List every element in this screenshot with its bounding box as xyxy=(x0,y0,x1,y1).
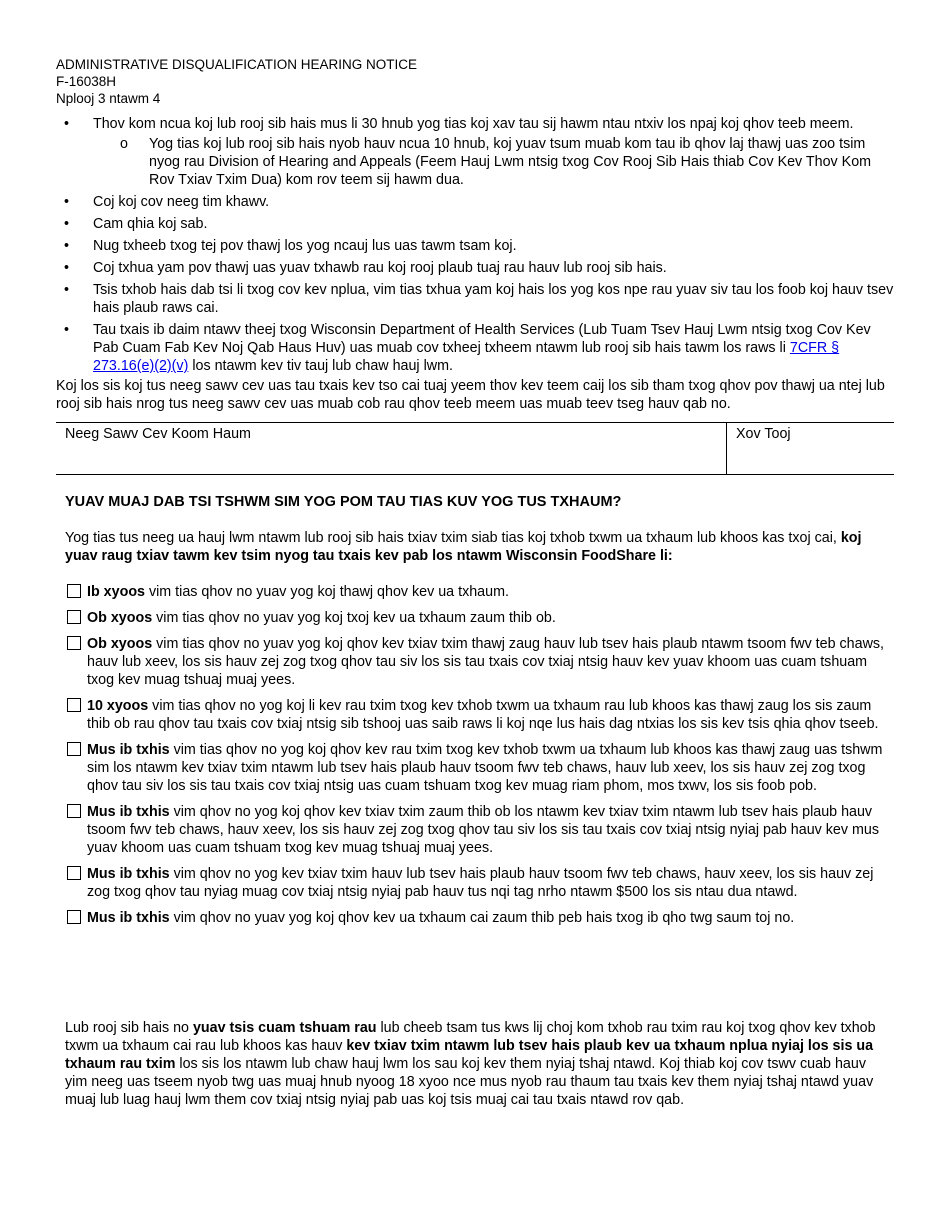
list-item xyxy=(56,321,896,375)
cfr-regulation-link[interactable]: 7CFR § 273.16(e)(2)(v) xyxy=(93,340,840,374)
penalty-text: vim qhov no yuav yog koj qhov kev ua txhaum cai zaum thib peb hais txog ib qho twg saum toj no. xyxy=(169,910,795,926)
penalty-duration: Ib xyoos xyxy=(87,584,145,600)
list-item-text: Tsis txhob hais dab tsi li txog cov kev nplua, vim tias txhua yam koj hais los yog kos npe rau yuav siv tau los foob koj hauv tsev hais plaub raws cai. xyxy=(93,282,894,316)
pre-hearing-paragraph: Koj los sis koj tus neeg sawv cev uas tau txais kev tso cai tuaj yeem thov kev teem caij los sib tham txog qhov pov thawj ua ntej lub rooj sib hais nrog tus neeg sawv cev uas muab cob rau qhov teeb meem uas muab teev tseg hauv qab no. xyxy=(56,378,885,412)
penalty-option xyxy=(65,741,885,795)
phone-label: Xov Tooj xyxy=(736,426,791,442)
penalty-option xyxy=(65,865,885,901)
list-item-text: Thov kom ncua koj lub rooj sib hais mus li 30 hnub yog tias koj xav tau sij hawm ntau ntxiv los npaj koj qhov teeb meem. xyxy=(93,116,854,132)
list-item-text: Cam qhia koj sab. xyxy=(93,216,208,232)
list-item xyxy=(56,259,896,277)
penalty-duration: Mus ib txhis xyxy=(87,742,170,758)
closing-text: lub cheeb tsam tus kws lij choj kom txhob rau txim rau koj txog qhov kev txhob txwm ua txhaum cai rau lub khoos kas hauv xyxy=(65,1020,876,1054)
penalty-option xyxy=(65,697,885,733)
penalty-duration: Mus ib txhis xyxy=(87,866,170,882)
list-item xyxy=(56,193,896,211)
checkbox[interactable] xyxy=(67,584,81,598)
bullet-icon: • xyxy=(64,322,70,338)
intro-bold-text: koj yuav raug txiav tawm kev tsim nyog tau txais kev pab los ntawm Wisconsin FoodShare li: xyxy=(65,530,862,564)
penalty-intro xyxy=(65,529,885,565)
closing-bold-text: yuav tsis cuam tshuam rau xyxy=(192,1020,377,1036)
penalty-text: vim tias qhov no yuav yog koj thawj qhov kev ua txhaum. xyxy=(145,584,509,600)
penalty-text: vim tias qhov no yog koj qhov kev rau txim txog kev txhob txwm ua txhaum lub khoos kas thawj zaug uas tshwm sim los ntawm kev txiav txim ntawm lub tsev hais plaub hauv tsoom fwv teb chaws, hauv lub xeev, los sis hauv zej zog txog qhov tau siv los sis tau txais cov txiaj ntsig uas cuam tshuam txog kev muag riam phom, mos txwv, los sis foob pob. xyxy=(87,742,883,794)
list-item xyxy=(56,115,896,189)
penalty-duration: Ob xyoos xyxy=(87,636,153,652)
rights-bullet-list xyxy=(56,115,896,379)
page-number: Nplooj 3 ntawm 4 xyxy=(56,91,161,106)
closing-bold-text: kev txiav txim ntawm lub tsev hais plaub kev ua txhaum nplua nyiaj los sis ua txhaum rau txim xyxy=(65,1038,874,1072)
bullet-icon: • xyxy=(64,238,70,254)
sub-list-item-text: Yog tias koj lub rooj sib hais nyob hauv ncua 10 hnub, koj yuav tsum muab kom tau ib qhov laj thawj uas zoo tsim nyog rau Division of Hearing and Appeals (Feem Hauj Lwm ntsig txog Cov Rooj Sib Hais thiab Cov Kev Thov Kom Rov Txiav Txim Dua) kom rov teem sij hawm dua. xyxy=(149,136,872,188)
list-item-text: Nug txheeb txog tej pov thawj los yog ncauj lus uas tawm tsam koj. xyxy=(93,238,517,254)
penalty-duration: Ob xyoos xyxy=(87,610,153,626)
checkbox[interactable] xyxy=(67,866,81,880)
list-item-text: Coj koj cov neeg tim khawv. xyxy=(93,194,270,210)
intro-text: Yog tias tus neeg ua hauj lwm ntawm lub rooj sib hais txiav txim siab tias koj txhob txwm ua txhaum lub khoos kas txoj cai, xyxy=(65,530,841,546)
checkbox[interactable] xyxy=(67,742,81,756)
penalty-option xyxy=(65,583,885,601)
checkbox[interactable] xyxy=(67,610,81,624)
list-item xyxy=(56,237,896,255)
closing-text: los sis los ntawm lub chaw hauj lwm los sau koj kev them nyiaj tshaj ntawd. Koj thiab koj cov tswv cuab hauv yim neeg uas tseem nyob twg uas muaj hnub nyoog 18 xyoo nce mus nyob rau thaum tau txais kev them nyiaj tshaj ntawd yuav muaj lub luag hauj lwm them cov txiaj ntsig nyiaj pab uas koj tsis muaj cai tau txais ntawd rov qab. xyxy=(65,1056,874,1108)
bullet-icon: • xyxy=(64,282,70,298)
penalty-option xyxy=(65,803,885,857)
list-item-text: Coj txhua yam pov thawj uas yuav txhawb rau koj rooj plaub tuaj rau hauv lub rooj sib hais. xyxy=(93,260,667,276)
list-item xyxy=(56,281,896,317)
form-title: ADMINISTRATIVE DISQUALIFICATION HEARING NOTICE xyxy=(56,57,418,72)
checkbox[interactable] xyxy=(67,910,81,924)
table-divider xyxy=(726,423,727,474)
penalty-text: vim tias qhov no yuav yog koj txoj kev ua txhaum zaum thib ob. xyxy=(152,610,556,626)
form-number: F-16038H xyxy=(56,74,117,89)
penalty-option xyxy=(65,635,885,689)
checkbox[interactable] xyxy=(67,804,81,818)
penalty-option xyxy=(65,909,885,927)
penalty-duration: Mus ib txhis xyxy=(87,910,170,926)
penalty-text: vim qhov no yog koj qhov kev txiav txim zaum thib ob los ntawm kev txiav txim ntawm lub tsev hais plaub hauv tsoom fwv teb chaws, hauv xeev, los sis hauv zej zog txog qhov tau siv los sis tau txais cov txiaj ntsig nyiaj pab hauv kev mus yuav khoom uas cuam tshuam txog kev muag tshuaj muaj yees. xyxy=(87,804,879,856)
circle-bullet-icon: o xyxy=(120,136,128,152)
checkbox[interactable] xyxy=(67,636,81,650)
closing-text: Lub rooj sib hais no xyxy=(65,1020,193,1036)
penalty-duration: 10 xyoos xyxy=(87,698,149,714)
bullet-icon: • xyxy=(64,116,70,132)
penalty-text: vim tias qhov no yog koj li kev rau txim txog kev txhob txwm ua txhaum rau lub khoos kas thawj zaug los sis zaum thib ob rau qhov tau txais cov txiaj ntsig sib tshooj uas saib raws li koj nqe lus hais dag ntxias los sis kev tsis qhia qhov tseeb. xyxy=(87,698,879,732)
list-item-text: Tau txais ib daim ntawv theej txog Wisconsin Department of Health Services (Lub Tuam Tsev Hauj Lwm ntsig txog Cov Kev Pab Cuam Fab Kev Noj Qab Haus Huv) uas muab cov txheej txheem ntawm lub rooj sib hais tawm los raws li xyxy=(93,322,871,356)
closing-paragraph xyxy=(65,1019,885,1109)
section-heading: YUAV MUAJ DAB TSI TSHWM SIM YOG POM TAU TIAS KUV YOG TUS TXHAUM? xyxy=(65,494,622,510)
penalty-checklist xyxy=(65,583,885,935)
sub-list-item xyxy=(56,135,896,189)
penalty-text: vim tias qhov no yuav yog koj qhov kev txiav txim thawj zaug hauv lub tsev hais plaub ntawm tsoom fwv teb chaws, hauv lub xeev, los sis hauv zej zog txog qhov tau siv los sis tau txais cov txiaj ntsig hauv kev yuav khoom uas cuam tshuam txog kev muag tshuaj muaj yees. xyxy=(87,636,885,688)
penalty-option xyxy=(65,609,885,627)
page-header xyxy=(56,56,417,107)
bullet-icon: • xyxy=(64,216,70,232)
representative-label: Neeg Sawv Cev Koom Haum xyxy=(65,426,251,442)
agency-representative-table xyxy=(56,422,894,475)
checkbox[interactable] xyxy=(67,698,81,712)
penalty-duration: Mus ib txhis xyxy=(87,804,170,820)
list-item-text-end: los ntawm kev tiv tauj lub chaw hauj lwm. xyxy=(188,358,453,374)
bullet-icon: • xyxy=(64,194,70,210)
penalty-text: vim qhov no yog kev txiav txim hauv lub tsev hais plaub hauv tsoom fwv teb chaws, hauv xeev, los sis hauv zej zog txog qhov tau nyiag muag cov txiaj ntsig nyiaj pab hauv tus nqi tag nrho ntawm $500 los sis ntau dua ntawd. xyxy=(87,866,874,900)
list-item xyxy=(56,215,896,233)
bullet-icon: • xyxy=(64,260,70,276)
